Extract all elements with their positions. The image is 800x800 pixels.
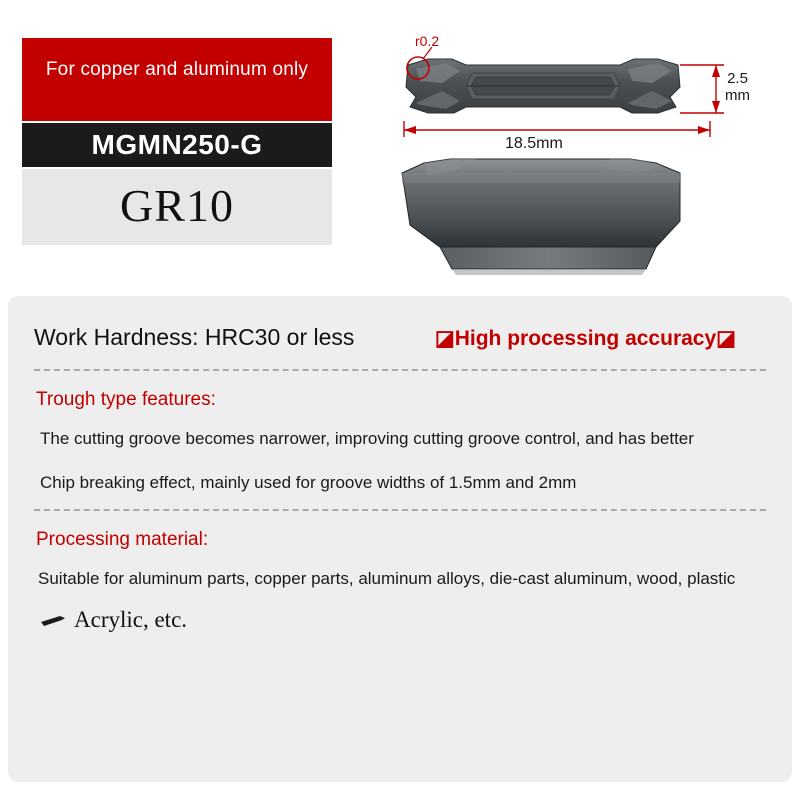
insert-technical-drawing — [380, 25, 780, 285]
height-unit: mm — [725, 87, 750, 104]
divider-2 — [34, 509, 766, 511]
length-dimension-label: 18.5mm — [505, 135, 563, 152]
processing-material-line-2-row — [34, 607, 766, 633]
product-drawing — [380, 25, 780, 285]
trough-features-line-1: The cutting groove becomes narrower, improving cutting groove control, and has better — [40, 429, 694, 448]
processing-material-heading: Processing material: — [36, 529, 209, 550]
grade-label: GR10 — [22, 169, 332, 245]
divider-1 — [34, 369, 766, 371]
model-label: MGMN250-G — [22, 123, 332, 167]
processing-material-line-2: Acrylic, etc. — [74, 607, 188, 632]
insert-side-view — [402, 159, 680, 275]
hardness-row — [34, 318, 766, 365]
work-hardness-text: Work Hardness: HRC30 or less — [34, 324, 355, 350]
height-value: 2.5 — [727, 70, 748, 87]
product-labels-block — [22, 38, 332, 245]
height-dimension — [680, 65, 724, 113]
cursor-icon — [38, 609, 68, 631]
processing-material-line-1: Suitable for aluminum parts, copper parts, aluminum alloys, die-cast aluminum, wood, plastic — [38, 569, 736, 588]
usage-label: For copper and aluminum only — [22, 38, 332, 121]
product-info-panel — [8, 296, 792, 782]
accuracy-badge: ◪High processing accuracy◪ — [434, 327, 736, 350]
trough-features-line-2: Chip breaking effect, mainly used for groove widths of 1.5mm and 2mm — [40, 473, 577, 492]
height-dimension-label — [725, 70, 750, 104]
insert-top-view — [406, 59, 680, 113]
trough-features-heading: Trough type features: — [36, 389, 216, 410]
product-header-section — [0, 0, 800, 290]
radius-dimension-label: r0.2 — [415, 33, 440, 49]
